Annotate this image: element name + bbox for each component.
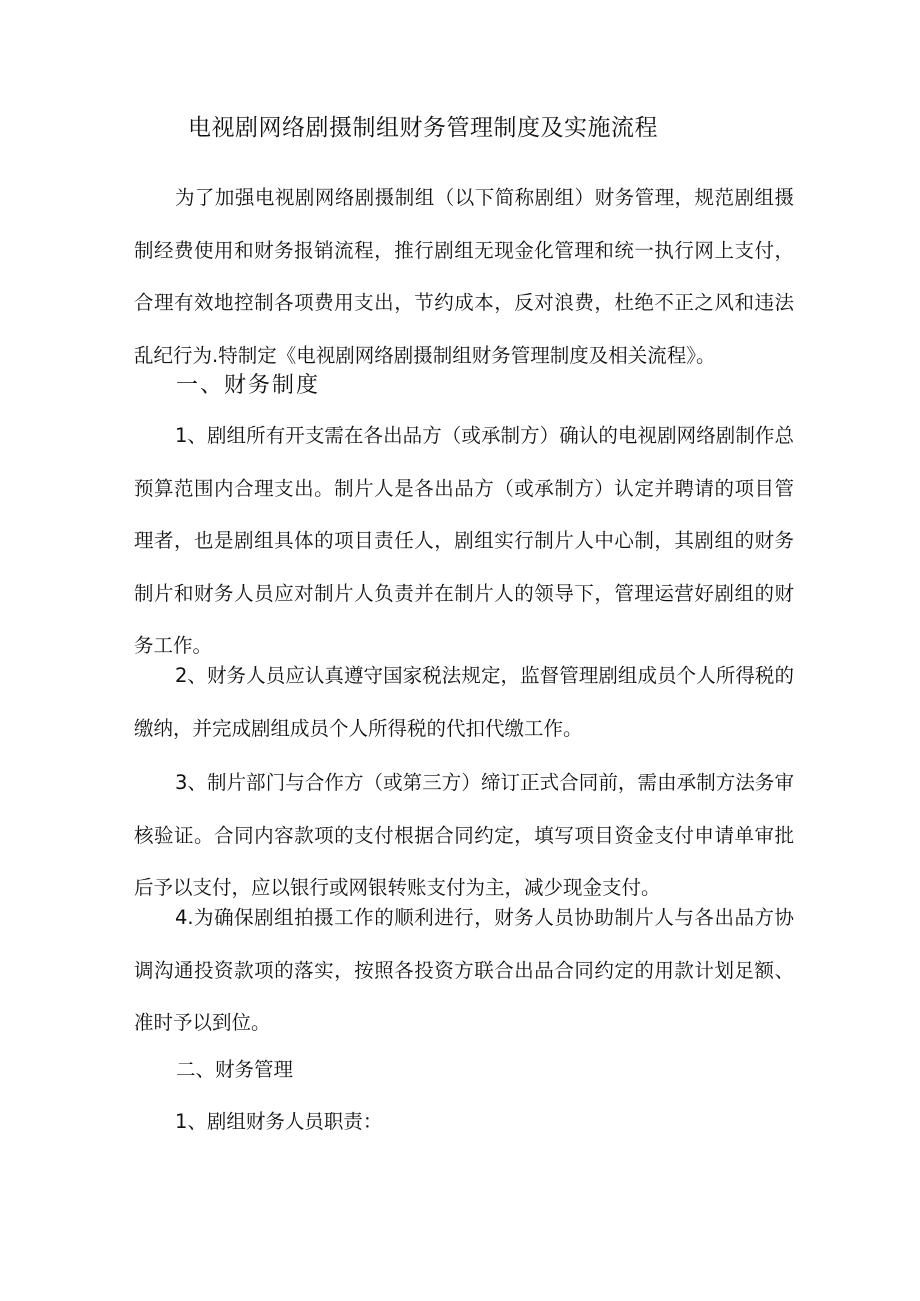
section1-item-1: 1、剧组所有开支需在各出品方（或承制方）确认的电视剧网络剧制作总预算范围内合理支出。制片人是各出品方（或承制方）认定并聘请的项目管理者，也是剧组具体的项目责任人，剧组实行制片人中心制，其剧组的财务制片和财务人员应对制片人负责并在制片人的领导下，管理运营好剧组的财务工作。	[134, 424, 794, 657]
section1-item-4: 4.为确保剧组拍摄工作的顺利进行，财务人员协助制片人与各出品方协调沟通投资款项的落实，按照各投资方联合出品合同约定的用款计划足额、准时予以到位。	[134, 906, 794, 1034]
section-heading-financial-system: 一、财务制度	[176, 373, 321, 398]
section1-item-3: 3、制片部门与合作方（或第三方）缔订正式合同前，需由承制方法务审核验证。合同内容款项的支付根据合同约定，填写项目资金支付申请单审批后予以支付，应以银行或网银转账支付为主，减少现金支付。	[134, 771, 794, 899]
section1-item-2: 2、财务人员应认真遵守国家税法规定，监督管理剧组成员个人所得税的缴纳，并完成剧组成员个人所得税的代扣代缴工作。	[134, 664, 794, 740]
document-title: 电视剧网络剧摄制组财务管理制度及实施流程	[188, 115, 658, 141]
section-heading-financial-management: 二、财务管理	[176, 1058, 294, 1081]
intro-paragraph: 为了加强电视剧网络剧摄制组（以下简称剧组）财务管理，规范剧组摄制经费使用和财务报销流程，推行剧组无现金化管理和统一执行网上支付，合理有效地控制各项费用支出，节约成本，反对浪费，杜绝不正之风和违法乱纪行为.特制定《电视剧网络剧摄制组财务管理制度及相关流程》。	[134, 186, 794, 367]
section2-item-1: 1、剧组财务人员职责：	[174, 1110, 383, 1133]
